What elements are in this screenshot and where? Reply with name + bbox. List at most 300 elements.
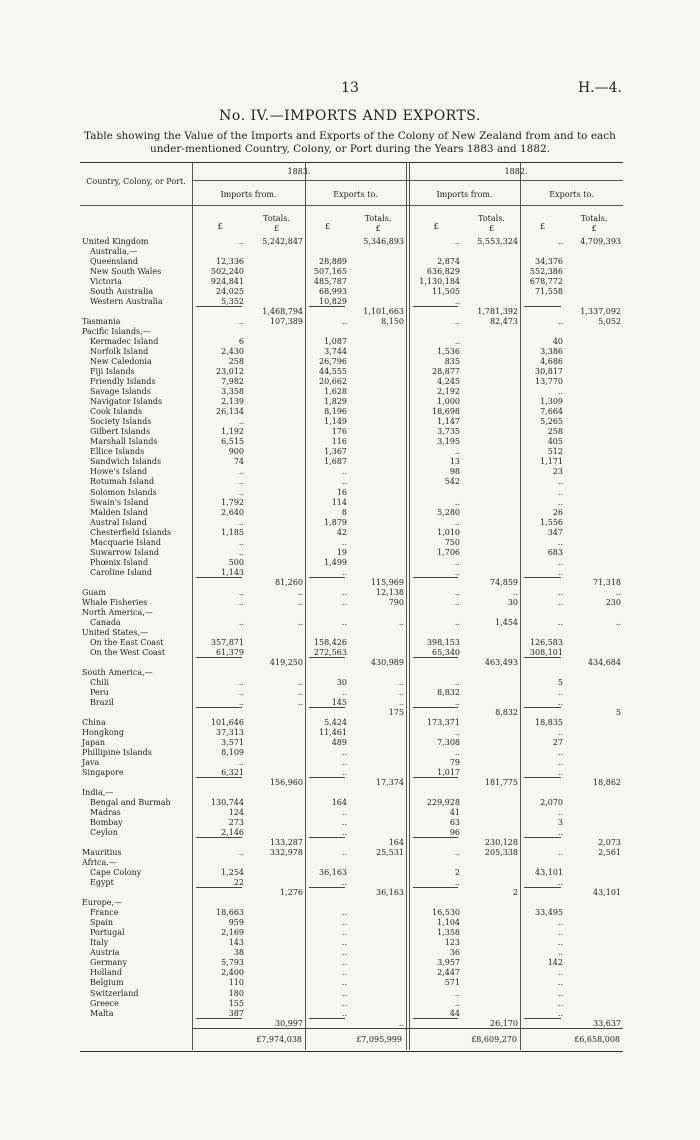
cell-it83: 30,997	[275, 1018, 303, 1028]
cell-e83: ..	[341, 597, 347, 607]
cell-e83: ..	[341, 988, 347, 998]
cell-e83: ..	[341, 467, 347, 477]
subtotal-rule	[196, 577, 242, 578]
row-label: Malta	[90, 1008, 114, 1018]
cell-i83: 6,515	[221, 437, 244, 447]
subtotal-rule	[413, 306, 458, 307]
cell-e82: 4,686	[540, 357, 563, 367]
row-label: Marshall Islands	[90, 437, 158, 447]
cell-i82: ..	[454, 878, 460, 888]
cell-i82: 44	[449, 1008, 460, 1018]
cell-i83: 2,430	[221, 347, 244, 357]
row-label: Germany	[90, 958, 127, 968]
cell-e83: 19	[336, 547, 347, 557]
cell-i82: ..	[454, 597, 460, 607]
cell-e83: 176	[331, 427, 347, 437]
cell-e83: ..	[341, 848, 347, 858]
cell-it82: 181,775	[484, 778, 518, 788]
row-label: Greece	[90, 998, 119, 1008]
cell-e83: 1,149	[324, 417, 347, 427]
cell-et83: 1,101,663	[363, 307, 404, 317]
cell-i83: 502,240	[210, 267, 244, 277]
cell-i83: 12,336	[216, 257, 244, 267]
row-label: Macquarie Island	[90, 537, 162, 547]
cell-i82: 1,706	[437, 547, 460, 557]
cell-it82: 1,781,392	[477, 307, 518, 317]
row-label: New Caledonia	[90, 357, 152, 367]
cell-i83: ..	[238, 677, 244, 687]
cell-i82: 28,877	[432, 367, 460, 377]
row-label: Ceylon	[90, 828, 118, 838]
subtotal-rule	[309, 777, 345, 778]
row-label: Cape Colony	[90, 868, 142, 878]
cell-i82: 542	[444, 477, 460, 487]
cell-e83: 485,787	[313, 277, 347, 287]
cell-i82: ..	[454, 497, 460, 507]
cell-e82: 13,770	[535, 377, 563, 387]
subtotal-rule	[196, 837, 242, 838]
cell-e82: 142	[547, 958, 563, 968]
cell-i83: 143	[228, 938, 244, 948]
grand-total-rule	[192, 1028, 623, 1029]
row-label: Rotumah Island	[90, 477, 155, 487]
cell-i83: 130,744	[210, 798, 244, 808]
row-label: Malden Island	[90, 507, 148, 517]
row-label: Madras	[90, 808, 121, 818]
cell-e83: ..	[341, 808, 347, 818]
row-label: Victoria	[90, 277, 122, 287]
cell-e83: ..	[341, 748, 347, 758]
cell-et82: 33,637	[593, 1018, 621, 1028]
cell-e82: 1,171	[540, 457, 563, 467]
cell-e83: ..	[341, 818, 347, 828]
subtotal-rule	[196, 777, 242, 778]
cell-i82: ..	[454, 297, 460, 307]
cell-e82: 2,070	[540, 798, 563, 808]
cell-et82: ..	[615, 617, 621, 627]
row-label: France	[90, 908, 119, 918]
cell-i83: 273	[228, 818, 244, 828]
subtotal-rule	[524, 707, 561, 708]
row-label: Chili	[90, 677, 109, 687]
cell-i82: 229,928	[426, 798, 460, 808]
cell-i83: 1,192	[221, 427, 244, 437]
row-label: Belgium	[90, 978, 124, 988]
row-label: Spain	[90, 918, 114, 928]
row-label: Pacific Islands,—	[82, 327, 151, 337]
cell-i83: 2,169	[221, 928, 244, 938]
cell-e82: 23	[552, 467, 563, 477]
cell-i82: 2	[454, 868, 460, 878]
cell-e82: 27	[552, 738, 563, 747]
cell-i82: 1,104	[437, 918, 460, 928]
cell-it83: 332,978	[269, 848, 303, 858]
cell-e82: 5,265	[540, 417, 563, 427]
cell-e83: 16	[336, 487, 347, 497]
cell-i82: 3,195	[437, 437, 460, 447]
cell-i82: ..	[454, 567, 460, 577]
cell-i83: 500	[228, 557, 244, 567]
imports-1883-header: Imports from.	[220, 190, 277, 199]
cell-i83: 959	[228, 918, 244, 928]
cell-e83: ..	[341, 918, 347, 928]
cell-e83: 5,424	[324, 717, 347, 727]
totals-label: Totals.	[478, 214, 505, 223]
cell-i83: 22	[233, 878, 244, 888]
cell-et83: 115,969	[370, 577, 404, 587]
cell-e83: ..	[341, 828, 347, 838]
row-label: Java	[82, 758, 100, 768]
cell-i83: ..	[238, 467, 244, 477]
row-label: Friendly Islands	[90, 377, 156, 387]
cell-i83: 2,146	[221, 828, 244, 838]
cell-i82: 636,829	[426, 267, 460, 277]
cell-i82: 65,340	[432, 647, 460, 657]
cell-it83: ..	[297, 677, 303, 687]
cell-et83: ..	[398, 1018, 404, 1028]
cell-i82: 3,957	[437, 958, 460, 968]
row-label: India,—	[82, 788, 114, 798]
row-label: North America,—	[82, 607, 153, 617]
cell-it83: 107,389	[269, 317, 303, 327]
cell-e82: ..	[557, 697, 563, 707]
grand-total-exports-1882: £6,658,008	[574, 1035, 620, 1044]
cell-e83: ..	[341, 958, 347, 968]
cell-e83: 158,426	[313, 637, 347, 647]
cell-it82: ..	[512, 587, 518, 597]
cell-i83: ..	[238, 537, 244, 547]
country-column-header: Country, Colony, or Port.	[86, 177, 186, 186]
row-label: Norfolk Island	[90, 347, 149, 357]
row-label: Ellice Islands	[90, 447, 145, 457]
cell-e83: 1,087	[324, 337, 347, 347]
row-label: China	[82, 717, 106, 727]
cell-et83: 17,374	[376, 778, 404, 788]
pound-sign: £	[591, 224, 597, 233]
cell-e82: ..	[557, 828, 563, 838]
cell-i82: 7,308	[437, 738, 460, 747]
subtotal-rule	[413, 1018, 458, 1019]
row-label: Italy	[90, 938, 109, 948]
cell-et82: 5	[615, 707, 621, 717]
cell-e83: ..	[341, 928, 347, 938]
cell-i83: 26,134	[216, 407, 244, 417]
page-number: 13	[341, 80, 359, 96]
cell-e82: 1,309	[540, 397, 563, 407]
cell-et83: ..	[398, 617, 404, 627]
cell-i82: 1,010	[437, 527, 460, 537]
year-1883-header: 1883.	[287, 167, 311, 176]
cell-e82: ..	[557, 597, 563, 607]
cell-it82: 5,553,324	[477, 237, 518, 246]
cell-i82: 11,505	[432, 287, 460, 297]
cell-et83: 790	[388, 597, 404, 607]
totals-label: Totals.	[580, 214, 608, 223]
cell-et83: ..	[398, 687, 404, 697]
row-label: Austria	[90, 948, 120, 958]
row-label: Navigator Islands	[90, 397, 163, 407]
subtotal-rule	[524, 657, 561, 658]
cell-e82: ..	[557, 497, 563, 507]
cell-e82: 34,376	[535, 257, 563, 267]
cell-e83: ..	[341, 968, 347, 978]
cell-i83: 180	[228, 988, 244, 998]
cell-e83: 36,163	[319, 868, 347, 878]
cell-e82: ..	[557, 617, 563, 627]
cell-i82: 2,874	[437, 257, 460, 267]
cell-et83: 430,989	[370, 657, 404, 667]
page-title: No. IV.—IMPORTS AND EXPORTS.	[219, 108, 481, 124]
cell-i83: ..	[238, 477, 244, 487]
cell-it83: ..	[297, 587, 303, 597]
cell-i82: ..	[454, 748, 460, 758]
cell-et82: 2,561	[598, 848, 621, 858]
cell-i83: 74	[233, 457, 244, 467]
year-1882-header: 1882.	[504, 167, 528, 176]
cell-i82: 5,280	[437, 507, 460, 517]
cell-e83: 114	[331, 497, 347, 507]
column-divider	[406, 162, 407, 1050]
cell-e82: 7,664	[540, 407, 563, 417]
cell-it82: 2	[512, 888, 518, 898]
cell-e82: 18,835	[535, 717, 563, 727]
subtotal-rule	[413, 777, 458, 778]
row-label: Swain's Island	[90, 497, 149, 507]
row-label: Phillipine Islands	[82, 748, 152, 758]
cell-i82: ..	[454, 848, 460, 858]
cell-e83: ..	[341, 687, 347, 697]
cell-i82: 98	[449, 467, 460, 477]
cell-it83: ..	[297, 597, 303, 607]
cell-i83: 23,012	[216, 367, 244, 377]
cell-e82: ..	[557, 1008, 563, 1018]
row-label: Japan	[82, 738, 106, 747]
cell-it83: 81,260	[275, 577, 303, 587]
pound-sign: £	[539, 222, 546, 231]
cell-i82: 398,153	[426, 637, 460, 647]
cell-e83: 1,367	[324, 447, 347, 457]
row-label: Hongkong	[82, 727, 125, 737]
cell-e82: ..	[557, 938, 563, 948]
cell-e83: 28,889	[319, 257, 347, 267]
cell-i83: 38	[233, 948, 244, 958]
cell-i83: 2,400	[221, 968, 244, 978]
cell-i83: ..	[238, 848, 244, 858]
cell-et83: 164	[388, 838, 404, 848]
pound-sign: £	[217, 222, 223, 231]
cell-i83: ..	[238, 597, 244, 607]
cell-it83: 5,242,847	[262, 237, 303, 246]
cell-e83: 272,563	[313, 647, 347, 657]
cell-i83: 1,254	[221, 868, 244, 878]
pound-sign: £	[273, 224, 280, 233]
subtotal-rule	[196, 1018, 242, 1019]
row-label: Solomon Islands	[90, 487, 157, 497]
cell-i83: 900	[228, 447, 244, 457]
cell-i83: ..	[238, 617, 244, 627]
cell-i83: ..	[238, 687, 244, 697]
cell-et82: 5,052	[598, 317, 621, 327]
cell-e83: ..	[341, 617, 347, 627]
row-label: Savage Islands	[90, 387, 151, 397]
subtotal-rule	[309, 306, 345, 307]
cell-i82: ..	[454, 998, 460, 1008]
row-label: Tasmania	[82, 317, 121, 327]
cell-e83: 3,744	[324, 347, 347, 357]
subtotal-rule	[196, 657, 242, 658]
cell-e82: 126,583	[529, 637, 563, 647]
cell-it82: 230,128	[484, 838, 518, 848]
cell-i82: ..	[454, 727, 460, 737]
cell-e82: 347	[547, 527, 563, 537]
cell-e83: 1,499	[324, 557, 347, 567]
cell-et82: 71,318	[593, 577, 621, 587]
cell-i83: 8,109	[221, 748, 244, 758]
cell-et82: 1,337,092	[580, 307, 621, 317]
row-label: On the East Coast	[90, 637, 164, 647]
row-label: Europe,—	[82, 898, 123, 908]
cell-e83: 1,687	[324, 457, 347, 467]
row-label: On the West Coast	[90, 647, 166, 657]
row-label: Africa,—	[82, 858, 117, 868]
cell-i82: ..	[454, 587, 460, 597]
subtotal-rule	[309, 1018, 345, 1019]
cell-et83: 175	[388, 707, 404, 717]
cell-e82: ..	[557, 948, 563, 958]
cell-e82: ..	[557, 317, 563, 327]
row-label: Society Islands	[90, 417, 152, 427]
cell-e82: 71,558	[535, 287, 563, 297]
imports-1882-header: Imports from.	[436, 190, 493, 199]
exports-1882-header: Exports to.	[549, 190, 594, 199]
cell-e82: 1,556	[540, 517, 563, 527]
cell-e82: 552,386	[529, 267, 563, 277]
row-label: Mauritius	[82, 848, 122, 858]
totals-header	[565, 214, 623, 234]
cell-it83: 1,276	[280, 888, 303, 898]
row-label: Sandwich Islands	[90, 457, 162, 467]
cell-i83: ..	[238, 587, 244, 597]
cell-e83: 26,796	[319, 357, 347, 367]
cell-e82: ..	[557, 848, 563, 858]
cell-i83: 6,321	[221, 768, 244, 778]
subtotal-rule	[309, 577, 345, 578]
cell-i82: 1,017	[437, 768, 460, 778]
subtotal-rule	[524, 837, 561, 838]
cell-i82: 63	[449, 818, 460, 828]
cell-e83: 44,555	[319, 367, 347, 377]
cell-i83: ..	[238, 758, 244, 768]
row-label: Phœnix Island	[90, 557, 149, 567]
cell-i83: 110	[228, 978, 244, 988]
cell-i83: 155	[228, 998, 244, 1008]
subtotal-rule	[413, 707, 458, 708]
cell-e82: 5	[557, 677, 563, 687]
pound-sign: £	[375, 224, 381, 233]
cell-e83: 507,165	[313, 267, 347, 277]
cell-i82: 41	[449, 808, 460, 818]
cell-i83: ..	[238, 487, 244, 497]
row-label: Portugal	[90, 928, 125, 938]
subtotal-rule	[413, 657, 458, 658]
subtotal-rule	[196, 887, 242, 888]
cell-et82: 18,862	[593, 778, 621, 788]
cell-e82: 405	[547, 437, 563, 447]
cell-e82: ..	[557, 768, 563, 778]
totals-label: Totals.	[263, 214, 290, 223]
cell-e83: 68,993	[319, 287, 347, 297]
totals-header	[248, 214, 305, 234]
row-label: United States,—	[82, 627, 149, 637]
row-label: Switzerland	[90, 988, 139, 998]
cell-e82: ..	[557, 477, 563, 487]
cell-e83: ..	[341, 587, 347, 597]
subtotal-rule	[413, 887, 458, 888]
row-label: Singapore	[82, 768, 124, 778]
cell-i82: 79	[449, 758, 460, 768]
table-caption: Table showing the Value of the Imports and Exports of the Colony of New Zealand from and to each under-mentioned Country, Colony, or Port during the Years 1883 and 1882.	[84, 130, 616, 155]
cell-i83: 3,358	[221, 387, 244, 397]
cell-i82: ..	[454, 317, 460, 327]
cell-e83: 11,461	[319, 727, 347, 737]
cell-e82: ..	[557, 998, 563, 1008]
cell-i82: 36	[449, 948, 460, 958]
cell-e83: 1,879	[324, 517, 347, 527]
cell-e82: ..	[557, 567, 563, 577]
cell-et83: ..	[398, 697, 404, 707]
cell-e83: 20,662	[319, 377, 347, 387]
cell-e82: ..	[557, 387, 563, 397]
cell-e83: ..	[341, 1008, 347, 1018]
cell-i83: 61,379	[216, 647, 244, 657]
cell-e82: ..	[557, 587, 563, 597]
cell-it83: 133,287	[269, 838, 303, 848]
cell-i83: 7,982	[221, 377, 244, 387]
cell-e83: 116	[331, 437, 347, 447]
cell-it83: ..	[297, 687, 303, 697]
cell-e82: ..	[557, 758, 563, 768]
row-label: Australia,—	[90, 247, 138, 257]
cell-i82: ..	[454, 677, 460, 687]
cell-et82: 434,684	[587, 657, 621, 667]
totals-label: Totals.	[364, 214, 392, 223]
cell-e83: 10,829	[319, 297, 347, 307]
subtotal-rule	[524, 1018, 561, 1019]
cell-e82: 683	[547, 547, 563, 557]
cell-i83: 1,143	[221, 567, 244, 577]
row-label: Brazil	[90, 697, 114, 707]
subtotal-rule	[196, 306, 242, 307]
cell-e82: 26	[552, 507, 563, 517]
cell-et82: 2,073	[598, 838, 621, 848]
row-label: Fiji Islands	[90, 367, 135, 377]
cell-i83: 18,663	[216, 908, 244, 918]
cell-it83: ..	[297, 697, 303, 707]
cell-e83: ..	[341, 477, 347, 487]
row-label: Chesterfield Islands	[90, 527, 172, 537]
cell-i82: ..	[454, 337, 460, 347]
cell-e82: ..	[557, 928, 563, 938]
cell-i82: 1,536	[437, 347, 460, 357]
cell-i83: 2,139	[221, 397, 244, 407]
row-label: Guam	[82, 587, 106, 597]
cell-et83: 25,531	[376, 848, 404, 858]
row-label: South Australia	[90, 287, 154, 297]
cell-i83: 124	[228, 808, 244, 818]
cell-it82: 463,493	[484, 657, 518, 667]
row-label: Suwarrow Island	[90, 547, 159, 557]
cell-it82: 74,859	[490, 577, 518, 587]
